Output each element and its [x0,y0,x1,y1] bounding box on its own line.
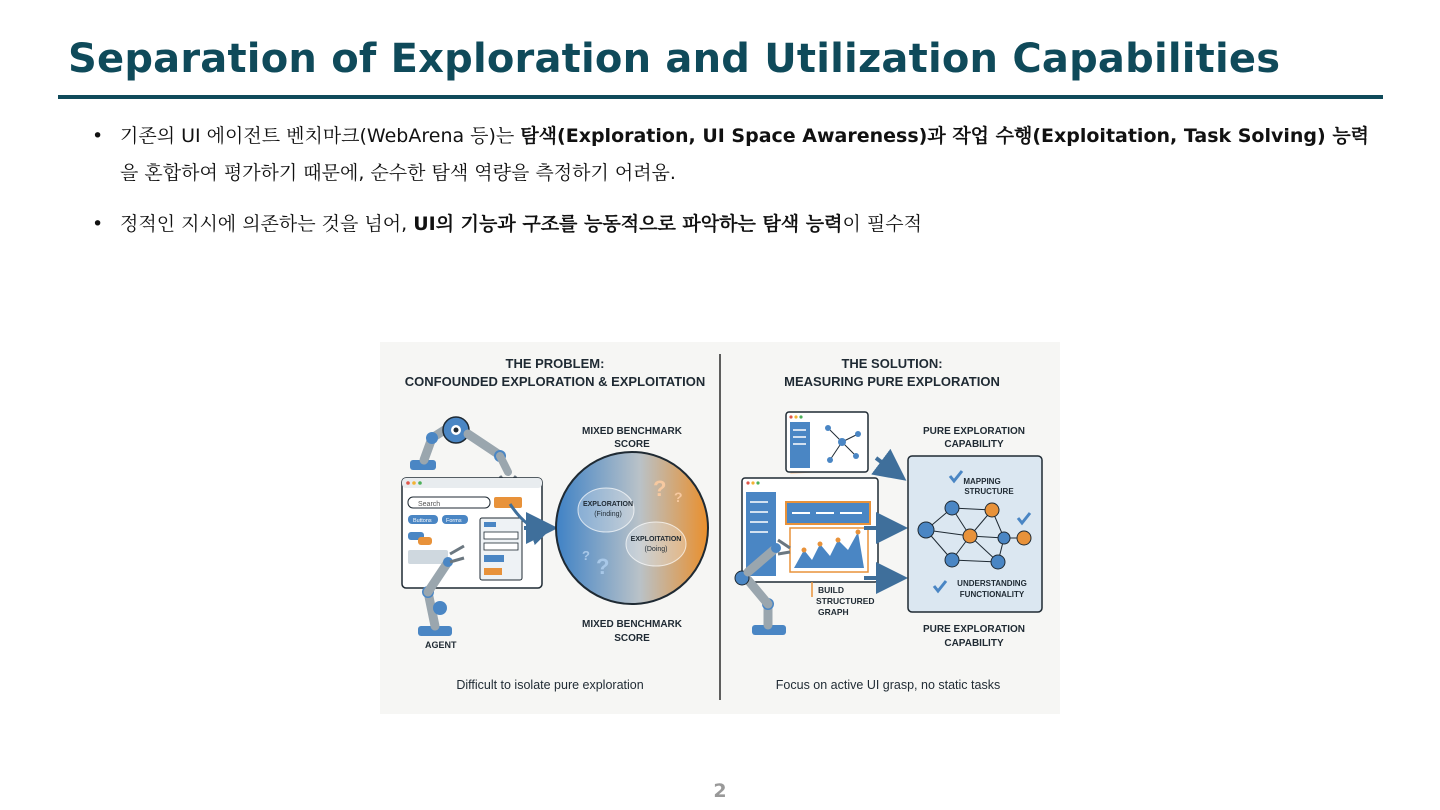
explored-ui-window [742,478,878,582]
exploration-label: EXPLORATION [582,501,634,508]
exploitation-sub: (Doing) [644,546,668,553]
exploitation-label: EXPLOITATION [630,536,682,543]
bullet-text-bold: UI의 기능과 구조를 능동적으로 파악하는 탐색 능력 [413,213,843,235]
problem-caption: Difficult to isolate pure exploration [456,678,644,692]
diagram-canvas [380,342,1060,714]
question-mark-icon: ? [596,554,610,579]
exploitation-bubble [626,522,686,566]
bullet-dot: • [92,213,104,235]
problem-subheading: CONFOUNDED EXPLORATION & EXPLOITATION [404,374,706,389]
bullet-dot: • [92,125,104,147]
capability-label-bottom: PURE EXPLORATION [922,624,1026,635]
build-label: BUILD [818,585,844,595]
solution-caption: Focus on active UI grasp, no static tasks [775,678,1001,692]
question-mark-icon: ? [653,476,667,501]
exploration-sub: (Finding) [594,511,622,518]
build-label-3: GRAPH [818,607,849,617]
bullet-text-plain: 이 필수적 [842,213,922,235]
understanding-label-2: FUNCTIONALITY [959,590,1025,599]
capability-label-top: PURE EXPLORATION [922,426,1026,437]
title-divider [58,95,1383,99]
exploration-bubble [578,488,634,532]
understanding-label: UNDERSTANDING [957,579,1027,588]
score-label-top: MIXED BENCHMARK [582,426,682,437]
exploration-diagram [380,342,1060,714]
solution-heading: THE SOLUTION: [841,356,943,371]
agent-label: AGENT [425,640,457,650]
capability-label-bottom-2: CAPABILITY [944,638,1004,649]
bullet-text-plain: 을 혼합하여 평가하기 때문에, 순수한 탐색 역량을 측정하기 어려움. [120,162,676,184]
capability-label-top-2: CAPABILITY [944,439,1004,450]
mapping-label: MAPPING [963,477,1001,486]
question-mark-icon: ? [582,548,590,563]
bullet-list [92,118,1382,257]
bullet-text-plain: 기존의 UI 에이전트 벤치마크(WebArena 등)는 [120,125,521,147]
score-label-top-2: SCORE [614,439,650,450]
mapping-label-2: STRUCTURE [964,487,1014,496]
graph-window-icon [786,412,868,474]
flow-arrow [876,458,900,476]
page-number: 2 [713,780,727,802]
ui-window-mockup [402,478,542,588]
question-mark-icon: ? [674,489,683,505]
chip-buttons: Buttons [413,518,432,524]
mixed-score-circle [556,452,708,604]
score-label-bottom-2: SCORE [614,633,650,644]
bullet-text-plain: 정적인 지시에 의존하는 것을 넘어, [120,213,414,235]
slide-title: Separation of Exploration and Utilization Capabilities [68,36,1281,82]
score-label-bottom: MIXED BENCHMARK [582,619,682,630]
bullet-item [92,206,1382,243]
solution-subheading: MEASURING PURE EXPLORATION [784,374,1000,389]
robot-arm-icon [410,417,516,486]
problem-heading: THE PROBLEM: [505,356,605,371]
chip-forms: Forms [446,518,462,524]
bullet-text-bold: 탐색(Exploration, UI Space Awareness)과 작업 수행(Exploitation, Task Solving) 능력 [520,125,1370,147]
search-placeholder: Search [418,501,441,508]
build-label-2: STRUCTURED [816,596,875,606]
bullet-item [92,118,1382,192]
